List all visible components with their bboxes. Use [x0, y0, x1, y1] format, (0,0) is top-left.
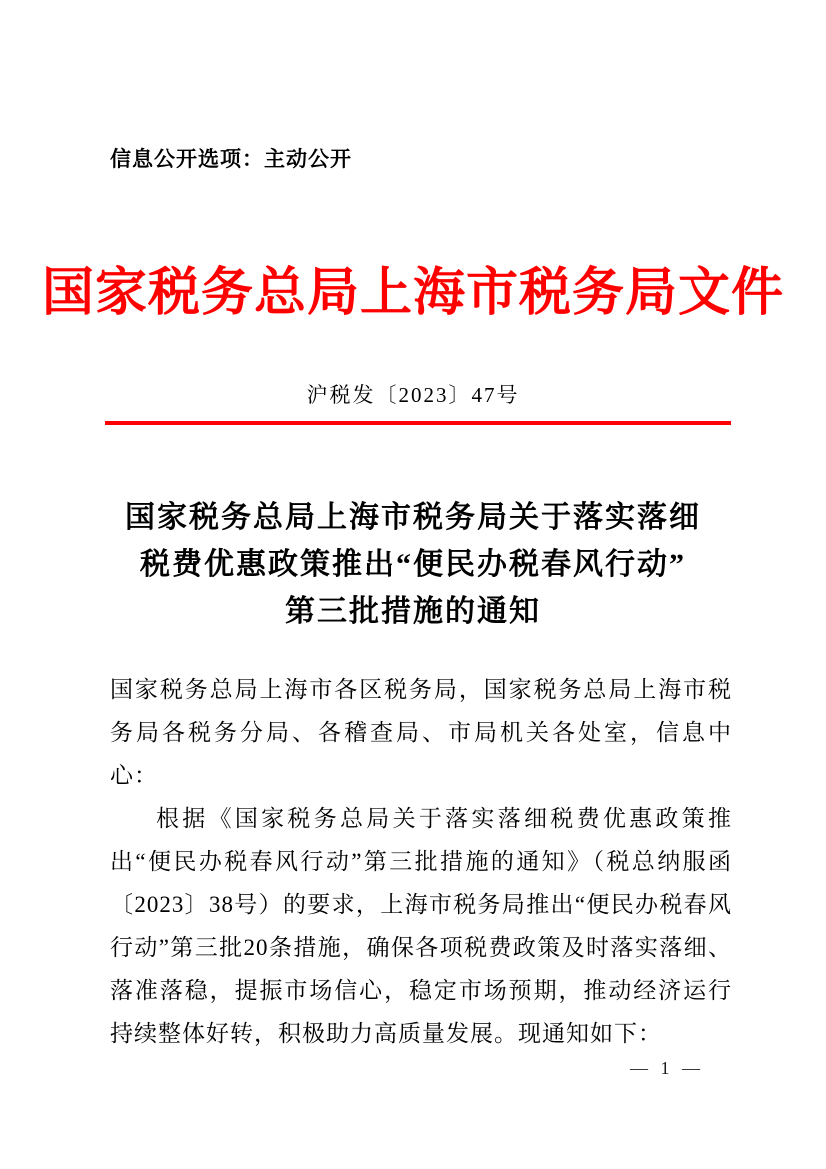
- document-title-line-2: 税费优惠政策推出“便民办税春风行动”: [140, 548, 686, 581]
- masthead-divider-line: [105, 421, 731, 425]
- document-body: [110, 668, 732, 1055]
- document-title-line-3: 第三批措施的通知: [285, 595, 541, 628]
- body-paragraph-intro: 根据《国家税务总局关于落实落细税费优惠政策推出“便民办税春风行动”第三批措施的通知》（税总纳服函〔2023〕38号）的要求，上海市税务局推出“便民办税春风行动”第三批20条措施，确保各项税费政策及时落实落细、落准落稳，提振市场信心，稳定市场预期，推动经济运行持续整体好转，积极助力高质量发展。现通知如下：: [110, 806, 732, 1046]
- agency-masthead-title: 国家税务总局上海市税务局文件: [41, 265, 784, 322]
- document-title: [0, 494, 826, 635]
- document-number: 沪税发〔2023〕47号: [306, 383, 520, 407]
- body-paragraph-addressees: 国家税务总局上海市各区税务局，国家税务总局上海市税务局各税务分局、各稽查局、市局机关各处室，信息中心：: [110, 677, 732, 788]
- disclosure-note: 信息公开选项：主动公开: [110, 148, 352, 171]
- document-title-line-1: 国家税务总局上海市税务局关于落实落细: [125, 501, 701, 534]
- page-number: — 1 —: [630, 1058, 704, 1078]
